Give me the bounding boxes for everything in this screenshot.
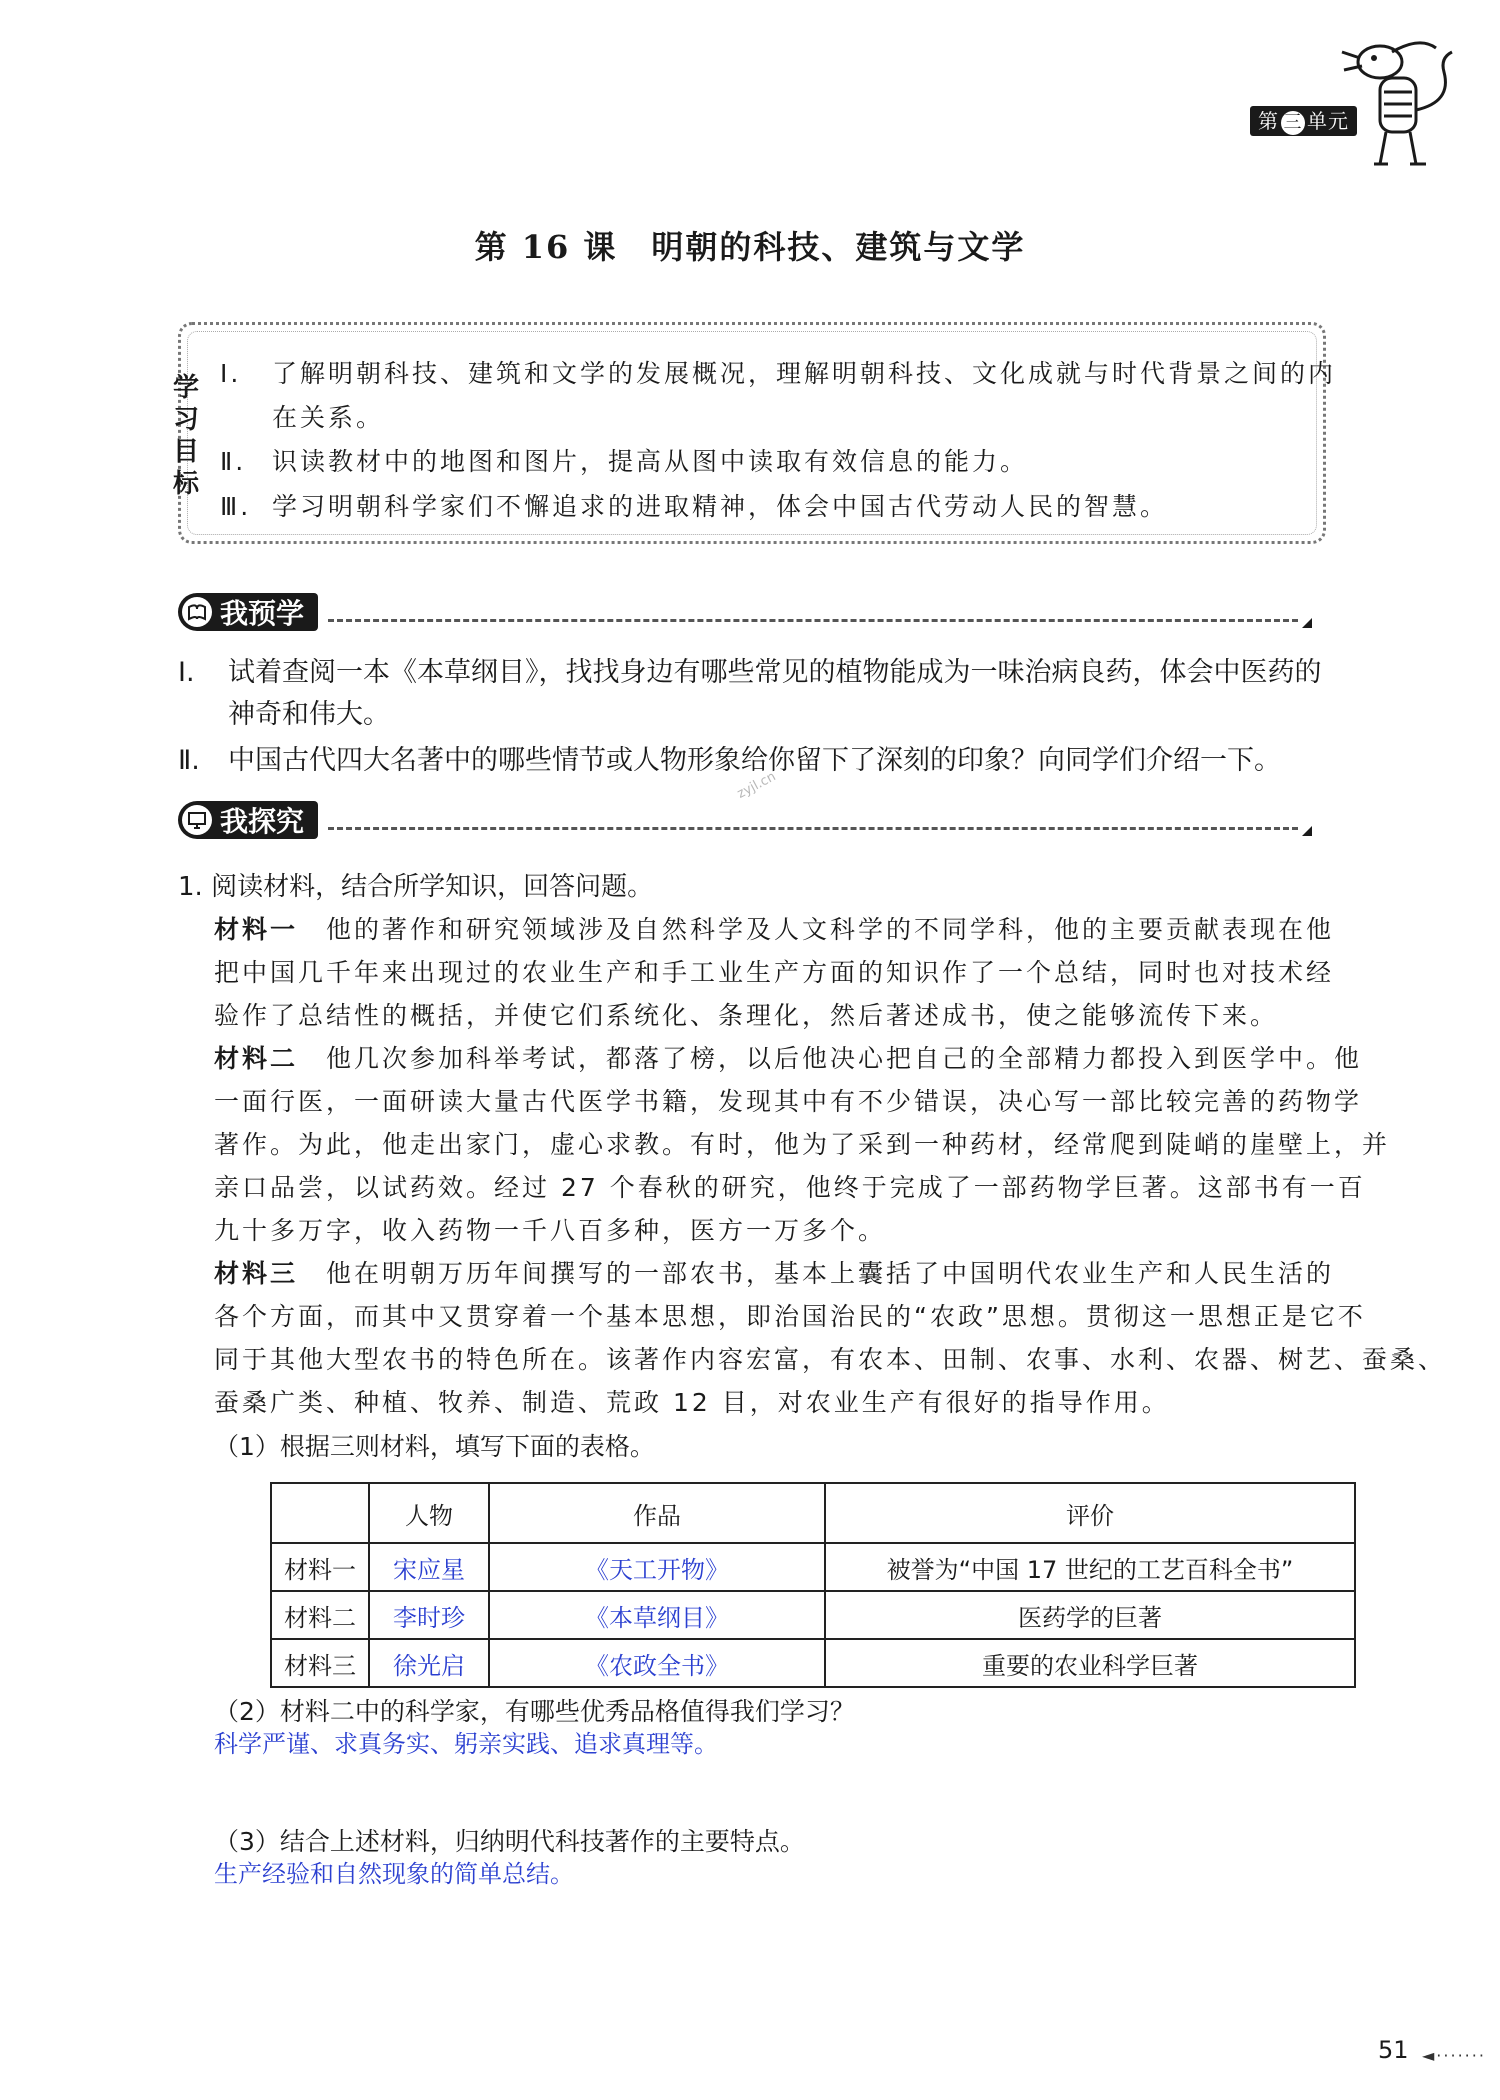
table-cell-eval: 医药学的巨著: [825, 1591, 1355, 1639]
unit-number: 三: [1281, 111, 1305, 135]
triangle-icon: [1302, 618, 1312, 628]
unit-prefix: 第: [1258, 109, 1279, 133]
page-arrow-icon: ◄·······: [1422, 2046, 1486, 2065]
table-row: [271, 1591, 1355, 1639]
table-cell-work: 《天工开物》: [489, 1543, 825, 1591]
table-cell-person: 徐光启: [369, 1639, 489, 1687]
material-1-line-3: 验作了总结性的概括，并使它们系统化、条理化，然后著述成书，使之能够流传下来。: [214, 1001, 1279, 1030]
preview-item-1-num: Ⅰ.: [178, 657, 195, 688]
objective-1-text: 了解明朝科技、建筑和文学的发展概况，理解明朝科技、文化成就与时代背景之间的内: [272, 359, 1337, 388]
answer-2: 科学严谨、求真务实、躬亲实践、追求真理等。: [214, 1730, 718, 1758]
table-row-label: 材料一: [271, 1543, 369, 1591]
preview-header: [178, 592, 1312, 632]
table-header-row: [271, 1483, 1355, 1543]
book-icon: [182, 597, 212, 627]
preview-item-1: [178, 652, 1322, 694]
material-1-line-1: 材料一 他的著作和研究领域涉及自然科学及人文科学的不同学科，他的主要贡献表现在他: [214, 915, 1335, 944]
objective-3: [220, 487, 1168, 523]
material-3-line-4: 蚕桑广类、种植、牧养、制造、荒政 12 目，对农业生产有很好的指导作用。: [214, 1388, 1170, 1417]
preview-title: 我预学: [220, 597, 305, 630]
preview-item-1-cont: 神奇和伟大。: [228, 699, 390, 730]
lesson-title: 第 16 课 明朝的科技、建筑与文学: [474, 228, 1026, 266]
preview-item-1-text: 试着查阅一本《本草纲目》，找找身边有哪些常见的植物能成为一味治病良药，体会中医药的: [228, 657, 1322, 688]
objective-3-num: Ⅲ.: [220, 492, 252, 521]
material-3-line-2: 各个方面，而其中又贯穿着一个基本思想，即治国治民的“农政”思想。贯彻这一思想正是它不: [214, 1302, 1366, 1331]
material-3-label: 材料三: [214, 1259, 299, 1288]
table-header-blank: [271, 1483, 369, 1543]
preview-item-2-text: 中国古代四大名著中的哪些情节或人物形象给你留下了深刻的印象？向同学们介绍一下。: [228, 745, 1281, 776]
material-3-line-1: 材料三 他在明朝万历年间撰写的一部农书，基本上囊括了中国明代农业生产和人民生活的: [214, 1259, 1335, 1288]
objective-1-num: Ⅰ.: [220, 359, 242, 388]
material-2-label: 材料二: [214, 1044, 299, 1073]
table-header-eval: 评价: [825, 1483, 1355, 1543]
table-row: [271, 1639, 1355, 1687]
objective-1: [220, 354, 1336, 390]
material-2-line-3: 著作。为此，他走出家门，虚心求教。有时，他为了采到一种药材，经常爬到陡峭的崖壁上，并: [214, 1130, 1391, 1159]
table-cell-eval: 重要的农业科学巨著: [825, 1639, 1355, 1687]
preview-item-2-num: Ⅱ.: [178, 745, 200, 776]
table-cell-work: 《本草纲目》: [489, 1591, 825, 1639]
page-number: 51: [1378, 2036, 1409, 2064]
objective-1-cont: 在关系。: [272, 403, 385, 432]
table-header-person: 人物: [369, 1483, 489, 1543]
tiger-mascot-icon: [1340, 22, 1460, 172]
table-header-work: 作品: [489, 1483, 825, 1543]
preview-divider: [328, 619, 1298, 622]
monitor-icon: [182, 805, 212, 835]
preview-item-2: [178, 740, 1281, 782]
material-2-line-4: 亲口品尝，以试药效。经过 27 个春秋的研究，他终于完成了一部药物学巨著。这部书有一百: [214, 1173, 1366, 1202]
answer-table: [270, 1482, 1356, 1688]
table-row-label: 材料三: [271, 1639, 369, 1687]
table-row-label: 材料二: [271, 1591, 369, 1639]
objective-3-text: 学习明朝科学家们不懈追求的进取精神，体会中国古代劳动人民的智慧。: [272, 492, 1169, 521]
table-cell-person: 李时珍: [369, 1591, 489, 1639]
material-1-label: 材料一: [214, 915, 299, 944]
objective-2-num: Ⅱ.: [220, 447, 247, 476]
explore-divider: [328, 827, 1298, 830]
answer-3: 生产经验和自然现象的简单总结。: [214, 1860, 574, 1888]
objectives-label: 学习目标: [172, 373, 199, 499]
objective-2-text: 识读教材中的地图和图片，提高从图中读取有效信息的能力。: [272, 447, 1029, 476]
watermark: zyjl.cn: [734, 769, 779, 802]
table-cell-person: 宋应星: [369, 1543, 489, 1591]
question-1-intro: 1. 阅读材料，结合所学知识，回答问题。: [178, 872, 654, 902]
objective-2: [220, 442, 1028, 478]
explore-header: [178, 800, 1312, 840]
explore-title: 我探究: [220, 805, 305, 838]
table-cell-work: 《农政全书》: [489, 1639, 825, 1687]
material-1-line-2: 把中国几千年来出现过的农业生产和手工业生产方面的知识作了一个总结，同时也对技术经: [214, 958, 1335, 987]
table-row: [271, 1543, 1355, 1591]
material-2-line-5: 九十多万字，收入药物一千八百多种，医方一万多个。: [214, 1216, 887, 1245]
material-2-line-2: 一面行医，一面研读大量古代医学书籍，发现其中有不少错误，决心写一部比较完善的药物学: [214, 1087, 1363, 1116]
table-cell-eval: 被誉为“中国 17 世纪的工艺百科全书”: [825, 1543, 1355, 1591]
sub-question-3: （3）结合上述材料，归纳明代科技著作的主要特点。: [214, 1827, 805, 1856]
triangle-icon: [1302, 826, 1312, 836]
sub-question-2: （2）材料二中的科学家，有哪些优秀品格值得我们学习？: [214, 1697, 855, 1726]
sub-question-1: （1）根据三则材料，填写下面的表格。: [214, 1432, 655, 1461]
material-2-line-1: 材料二 他几次参加科举考试，都落了榜，以后他决心把自己的全部精力都投入到医学中。他: [214, 1044, 1363, 1073]
unit-suffix: 单元: [1307, 109, 1349, 133]
material-3-line-3: 同于其他大型农书的特色所在。该著作内容宏富，有农本、田制、农事、水利、农器、树艺、蚕桑、: [214, 1345, 1447, 1374]
